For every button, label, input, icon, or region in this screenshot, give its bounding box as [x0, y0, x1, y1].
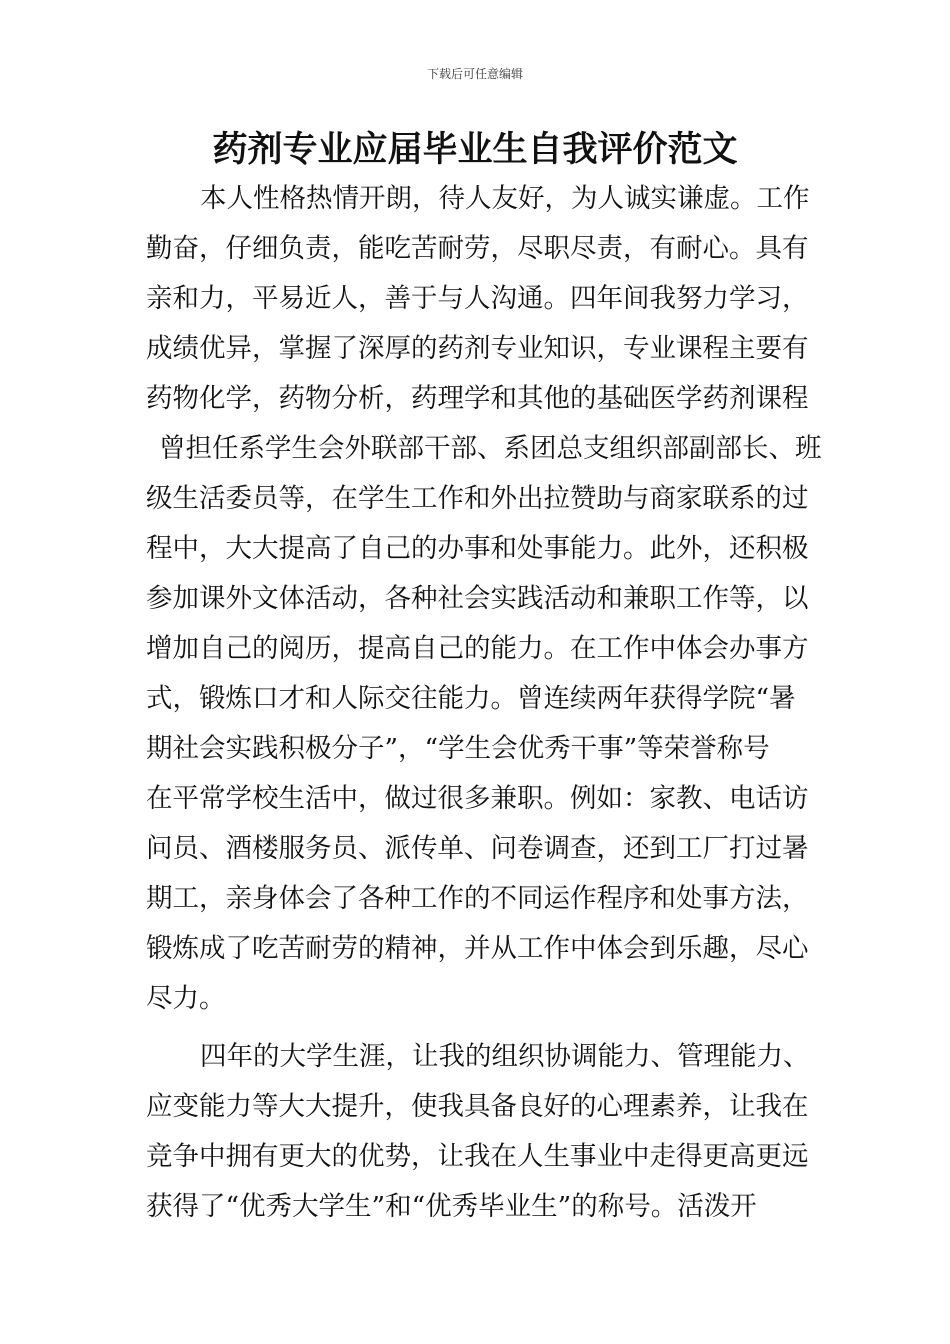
body-line: 式，锻炼口才和人际交往能力。曾连续两年获得学院“暑 [146, 683, 796, 714]
header-note: 下载后可任意编辑 [426, 67, 523, 81]
body-line: 获得了“优秀大学生”和“优秀毕业生”的称号。活泼开 [146, 1191, 757, 1222]
body-line: 问员、酒楼服务员、派传单、问卷调查，还到工厂打过暑 [146, 833, 809, 864]
body-line: 在平常学校生活中，做过很多兼职。例如：家教、电话访 [146, 783, 809, 814]
body-line: 程中，大大提高了自己的办事和处事能力。此外，还积极 [146, 533, 809, 564]
body-line: 药物化学，药物分析，药理学和其他的基础医学药剂课程 [146, 383, 809, 414]
body-line: 参加课外文体活动，各种社会实践活动和兼职工作等，以 [146, 583, 809, 614]
body-line: 应变能力等大大提升，使我具备良好的心理素养，让我在 [146, 1091, 809, 1122]
body-line: 期工，亲身体会了各种工作的不同运作程序和处事方法， [146, 883, 809, 914]
body-line: 曾担任系学生会外联部干部、系团总支组织部副部长、班 [159, 433, 822, 464]
body-line: 亲和力，平易近人，善于与人沟通。四年间我努力学习， [146, 283, 809, 314]
body-line: 尽力。 [146, 983, 226, 1014]
body-line: 成绩优异，掌握了深厚的药剂专业知识，专业课程主要有 [146, 333, 809, 364]
body-line: 增加自己的阅历，提高自己的能力。在工作中体会办事方 [146, 633, 809, 664]
body-line: 竞争中拥有更大的优势，让我在人生事业中走得更高更远 [146, 1141, 809, 1172]
body-line: 勤奋，仔细负责，能吃苦耐劳，尽职尽责，有耐心。具有 [146, 233, 809, 264]
body-line: 四年的大学生涯，让我的组织协调能力、管理能力、 [200, 1041, 810, 1072]
body-line: 级生活委员等，在学生工作和外出拉赞助与商家联系的过 [146, 483, 809, 514]
document-title: 药剂专业应届毕业生自我评价范文 [212, 130, 738, 170]
body-line: 本人性格热情开朗，待人友好，为人诚实谦虚。工作 [200, 183, 810, 214]
body-line: 锻炼成了吃苦耐劳的精神，并从工作中体会到乐趣，尽心 [146, 933, 809, 964]
body-line: 期社会实践积极分子”，“学生会优秀干事”等荣誉称号 [146, 733, 770, 764]
